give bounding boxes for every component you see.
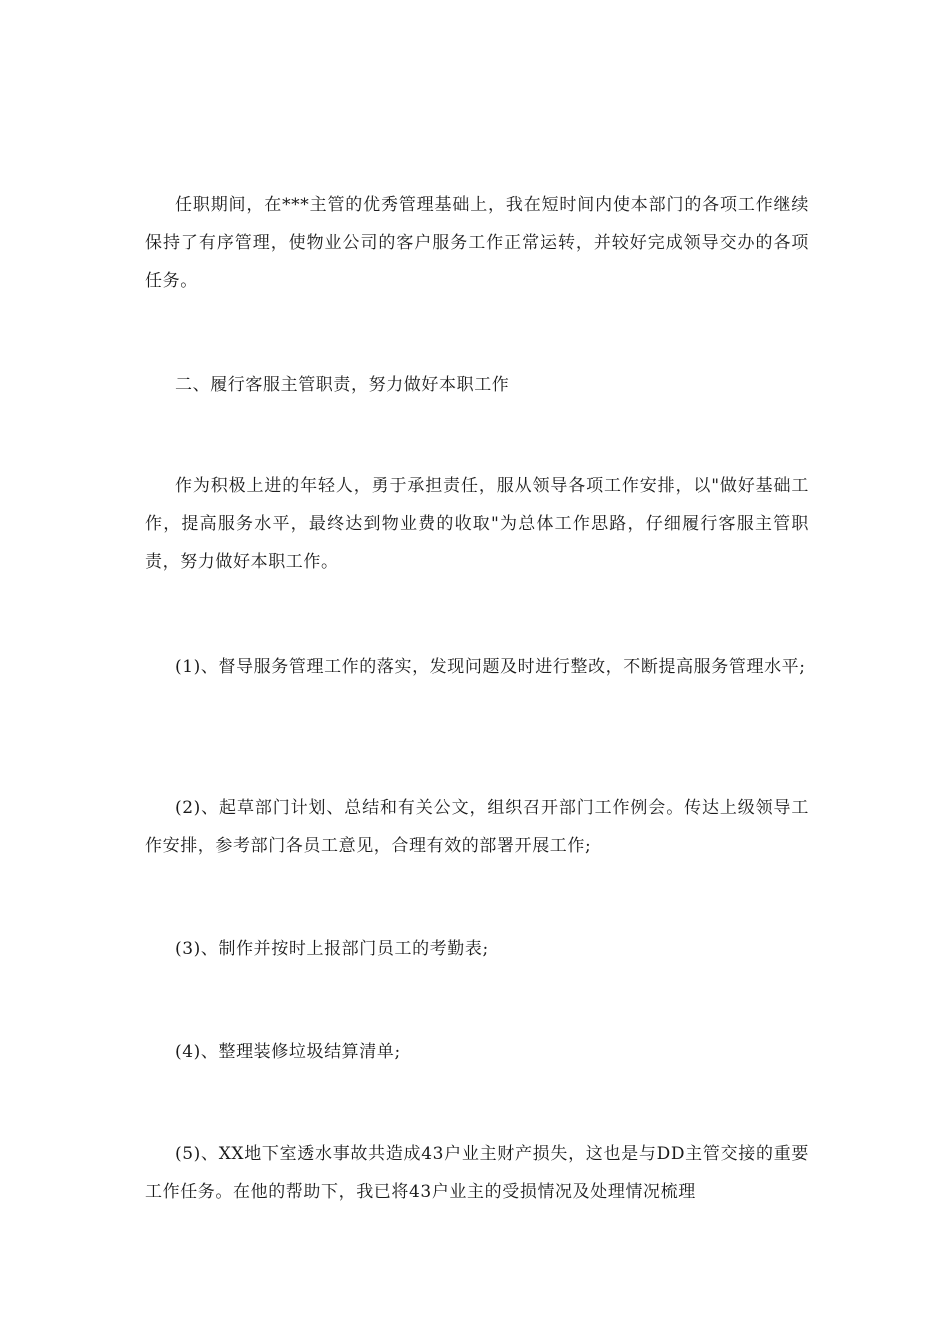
section-heading-duties: 二、履行客服主管职责，努力做好本职工作	[175, 375, 510, 395]
paragraph-work-approach: 作为积极上进的年轻人，勇于承担责任，服从领导各项工作安排，以"做好基础工作，提高服务水平，最终达到物业费的收取"为总体工作思路，仔细履行客服主管职责，努力做好本职工作。	[145, 476, 809, 572]
paragraph-tenure-summary: 任职期间，在***主管的优秀管理基础上，我在短时间内使本部门的各项工作继续保持了有序管理，使物业公司的客户服务工作正常运转，并较好完成领导交办的各项任务。	[145, 195, 809, 291]
list-item-4: (4)、整理装修垃圾结算清单;	[175, 1042, 401, 1062]
list-item-3: (3)、制作并按时上报部门员工的考勤表;	[175, 939, 489, 959]
list-item-1: (1)、督导服务管理工作的落实，发现问题及时进行整改，不断提高服务管理水平;	[175, 657, 806, 677]
list-item-5: (5)、XX地下室透水事故共造成43户业主财产损失，这也是与DD主管交接的重要工作任务。在他的帮助下，我已将43户业主的受损情况及处理情况梳理	[145, 1144, 809, 1202]
list-item-2: (2)、起草部门计划、总结和有关公文，组织召开部门工作例会。传达上级领导工作安排，参考部门各员工意见，合理有效的部署开展工作;	[145, 798, 809, 856]
